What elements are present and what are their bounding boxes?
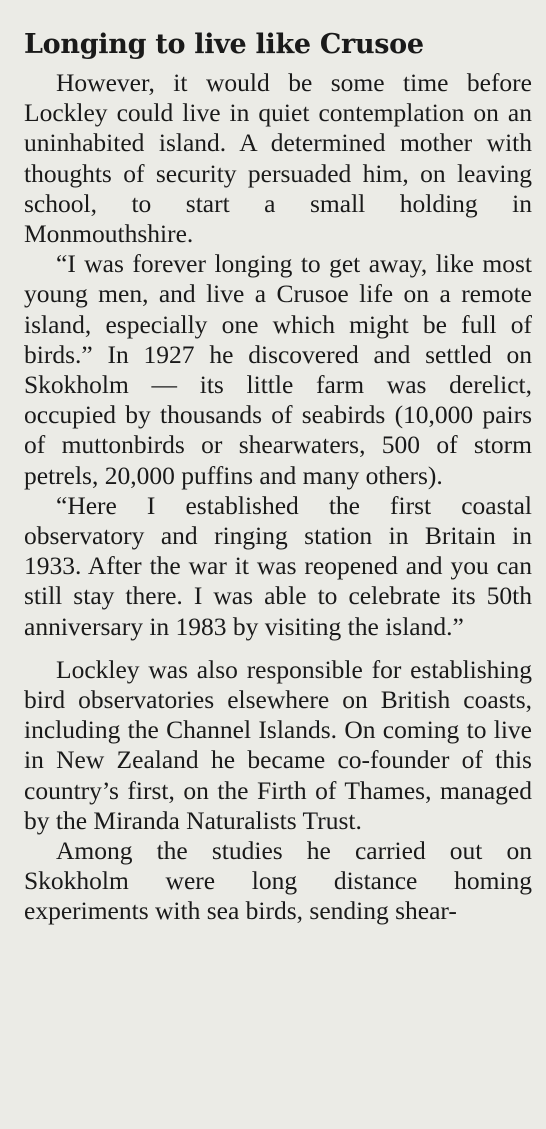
section-heading: Longing to live like Crusoe — [24, 29, 424, 60]
paragraph-4: Lockley was also responsible for establishing bird observatories elsewhere on British coasts, including the Channel Islands. On coming to live in New Zealand he became co-founder of this country’s first, on the Firth of Thames, managed by the Miranda Naturalists Trust. — [24, 654, 532, 835]
paragraph-1: However, it would be some time before Lockley could live in quiet contemplation on an uninhabited island. A determined mother with thoughts of security persuaded him, on leaving school, to start a small holding in Monmouthshire. — [24, 68, 532, 249]
paragraph-2: “I was forever longing to get away, like most young men, and live a Crusoe life on a remote island, especially one which might be full of birds.” In 1927 he discovered and settled on Skokholm — its little farm was derelict, occupied by thousands of seabirds (10,000 pairs of muttonbirds or shearwaters, 500 of storm petrels, 20,000 puffins and many others). — [24, 249, 532, 490]
paragraph-3: “Here I established the first coastal observatory and ringing station in Britain in 1933. After the war it was reopened and you can still stay there. I was able to celebrate its 50th anniversary in 1983 by visiting the island.” — [24, 490, 532, 641]
paragraph-5: Among the studies he carried out on Skokholm were long distance homing experiments with sea birds, sending shear- — [24, 836, 532, 926]
